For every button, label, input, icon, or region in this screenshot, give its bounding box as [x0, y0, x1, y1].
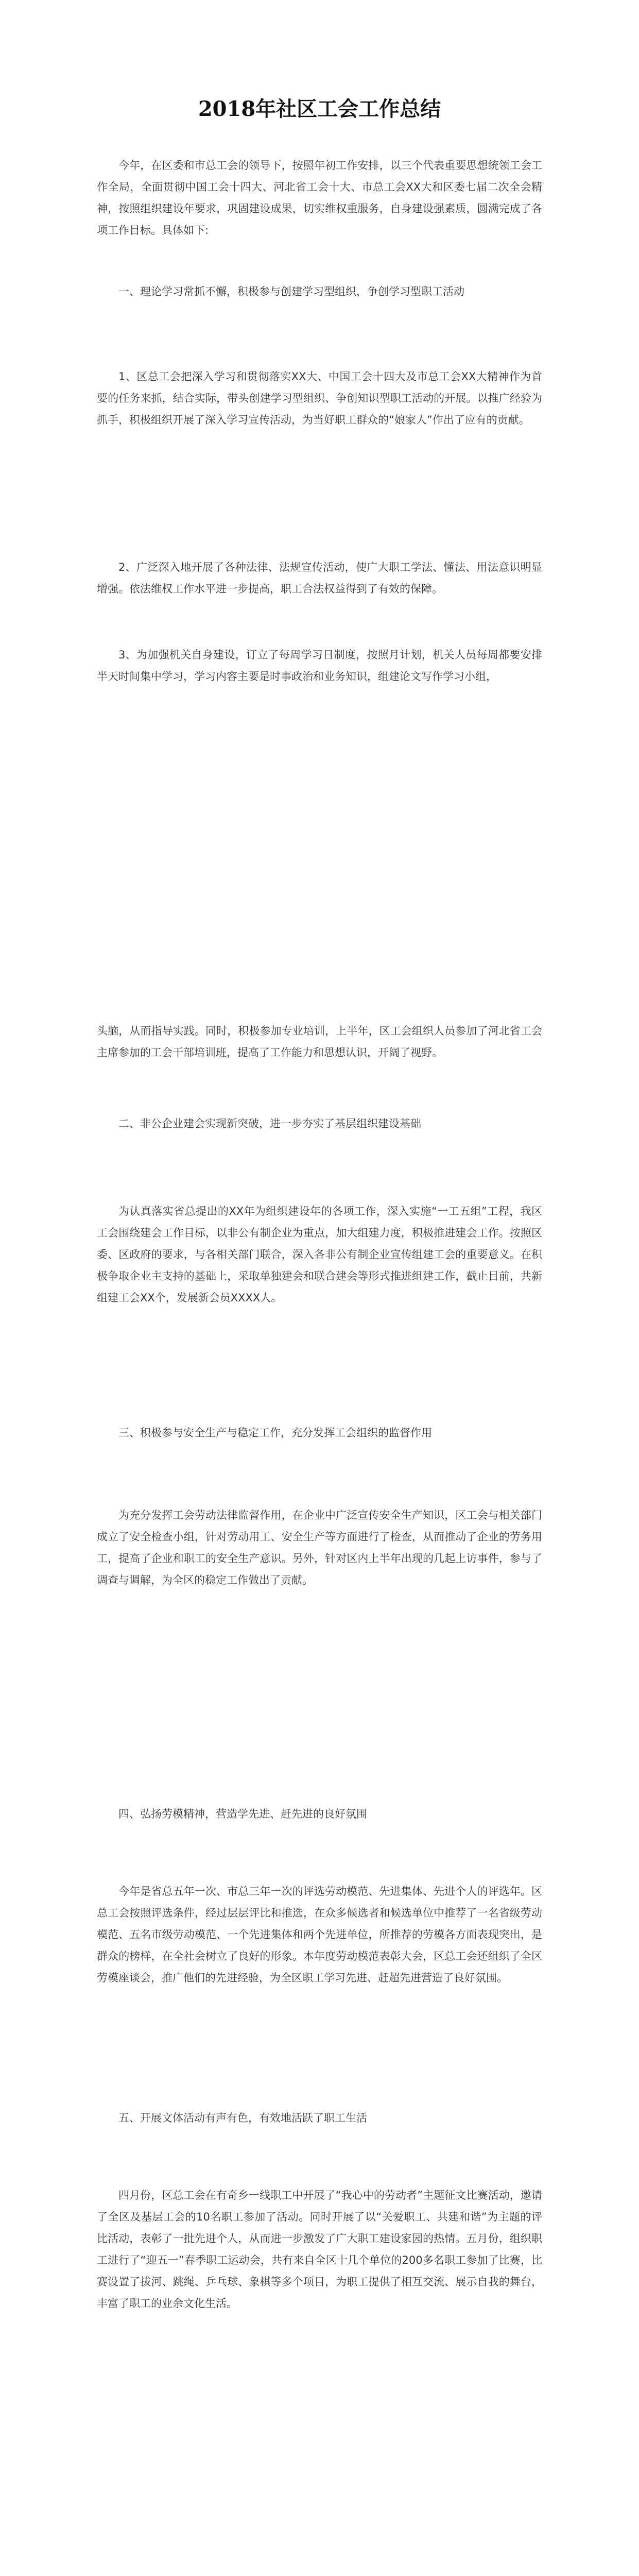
- section-5-heading: 五、开展文体活动有声有色，有效地活跃了职工生活: [118, 2112, 367, 2124]
- section-2-heading: 二、非公企业建会实现新突破，进一步夯实了基层组织建设基础: [118, 1117, 421, 1130]
- section-4-heading: 四、弘扬劳模精神，营造学先进、赶先进的良好氛围: [118, 1808, 367, 1820]
- paragraph-5: 为认真落实省总提出的XX年为组织建设年的各项工作，深入实施“一工五组”工程，我区工会围绕建会工作目标，以非公有制企业为重点，加大组建力度，积极推进建会工作。按照区委、区政府的要求，与各相关部门联合，深入各非公有制企业宣传组建工会的重要意义。在积极争取企业主支持的基础上，采取单独建会和联合建会等形式推进组建工作，截止目前，共新组建工会XX个，发展新会员XXXX人。: [97, 1205, 542, 1304]
- paragraph-8: 四月份，区总工会在有奇乡一线职工中开展了“我心中的劳动者”主题征文比赛活动，邀请了全区及基层工会的10名职工参加了活动。同时开展了以“关爱职工、共建和谐”为主题的评比活动，表彰了一批先进个人，从而进一步激发了广大职工建设家园的热情。五月份，组织职工进行了“迎五一”春季职工运动会，共有来自全区十几个单位的200多名职工参加了比赛，比赛设置了拔河、跳绳、乒乓球、象棋等多个项目，为职工提供了相互交流、展示自我的舞台，丰富了职工的业余文化生活。: [97, 2189, 542, 2310]
- section-3-heading: 三、积极参与安全生产与稳定工作，充分发挥工会组织的监督作用: [118, 1427, 432, 1439]
- paragraph-2: 2、广泛深入地开展了各种法律、法规宣传活动，使广大职工学法、懂法、用法意识明显增强。依法维权工作水平进一步提高，职工合法权益得到了有效的保障。: [97, 561, 542, 595]
- paragraph-7: 今年是省总五年一次、市总三年一次的评选劳动模范、先进集体、先进个人的评选年。区总工会按照评选条件，经过层层评比和推选，在众多候选者和候选单位中推荐了一名省级劳动模范、五名市级劳动模范、一个先进集体和两个先进单位，所推荐的劳模各方面表现突出，是群众的榜样，在全社会树立了良好的形象。本年度劳动模范表彰大会，区总工会还组织了全区劳模座谈会，推广他们的先进经验，为全区职工学习先进、赶超先进营造了良好氛围。: [97, 1885, 542, 1984]
- section-1-heading: 一、理论学习常抓不懈，积极参与创建学习型组织，争创学习型职工活动: [118, 285, 464, 298]
- paragraph-6: 为充分发挥工会劳动法律监督作用，在企业中广泛宣传安全生产知识，区工会与相关部门成立了安全检查小组，针对劳动用工、安全生产等方面进行了检查，从而推动了企业的劳务用工，提高了企业和职工的安全生产意识。另外，针对区内上半年出现的几起上访事件，参与了调查与调解，为全区的稳定工作做出了贡献。: [97, 1509, 542, 1586]
- intro-paragraph: 今年，在区委和市总工会的领导下，按照年初工作安排，以三个代表重要思想统领工会工作全局，全面贯彻中国工会十四大、河北省工会十大、市总工会XX大和区委七届二次全会精神，按照组织建设年要求，巩固建设成果，切实维权重服务，自身建设强素质，圆满完成了各项工作目标。具体如下:: [97, 159, 542, 236]
- paragraph-4: 头脑，从而指导实践。同时，积极参加专业培训，上半年，区工会组织人员参加了河北省工会主席参加的工会干部培训班，提高了工作能力和思想认识，开阔了视野。: [97, 1025, 542, 1059]
- paragraph-3: 3、为加强机关自身建设，订立了每周学习日制度，按照月计划，机关人员每周都要安排半天时间集中学习，学习内容主要是时事政治和业务知识，组建论文写作学习小组，: [97, 649, 542, 683]
- paragraph-1: 1、区总工会把深入学习和贯彻落实XX大、中国工会十四大及市总工会XX大精神作为首要的任务来抓，结合实际，带头创建学习型组织、争创知识型职工活动的开展。以推广经验为抓手，积极组织开展了深入学习宣传活动，为当好职工群众的“娘家人”作出了应有的贡献。: [97, 370, 542, 426]
- document-title: 2018年社区工会工作总结: [198, 97, 441, 121]
